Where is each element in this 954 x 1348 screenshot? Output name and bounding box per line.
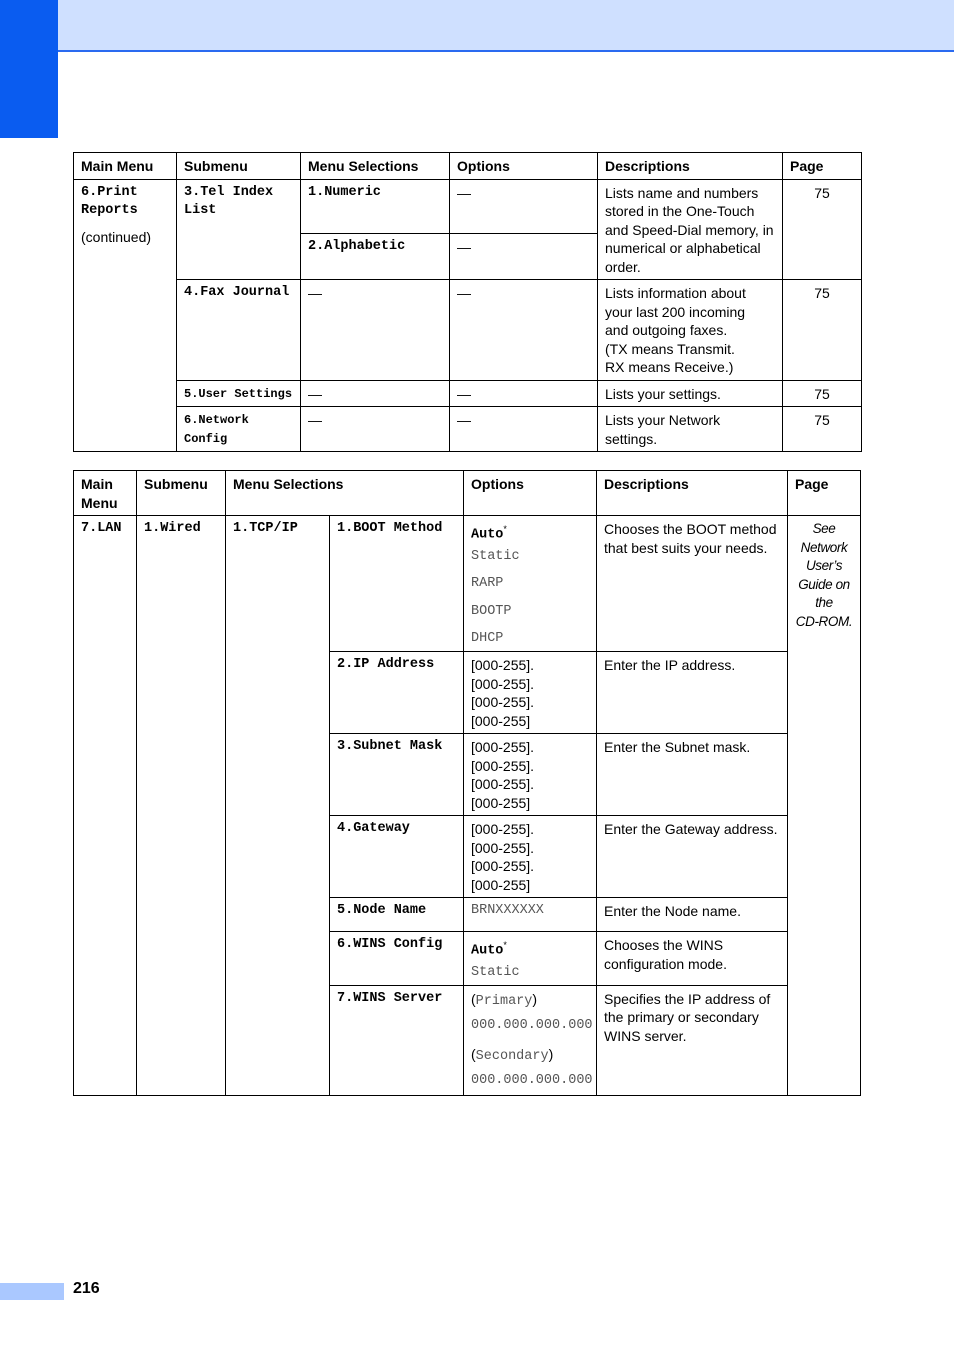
option-default: Auto (471, 943, 504, 959)
description-tel-index: Lists name and numbers stored in the One-Touch and Speed-Dial memory, in numerical or alphabetical order. (598, 179, 783, 280)
desc-line: your last 200 incoming (605, 303, 746, 320)
col-header-menu-selections: Menu Selections (301, 153, 450, 180)
option-node-name: BRNXXXXXX (464, 898, 597, 932)
description-boot-method: Chooses the BOOT method that best suits your needs. (597, 516, 788, 652)
page-ref-line: See (812, 521, 836, 536)
description-subnet-mask: Enter the Subnet mask. (597, 734, 788, 816)
col-header-main-menu: Main Menu (74, 471, 137, 516)
options-gateway (464, 816, 597, 898)
description-wins-config: Chooses the WINS configuration mode. (597, 932, 788, 986)
col-header-page: Page (788, 471, 861, 516)
option-user-settings: — (450, 380, 598, 407)
page-tel-index: 75 (783, 179, 862, 280)
page-ref-line: CD-ROM. (795, 613, 853, 629)
page-fax-journal: 75 (783, 280, 862, 381)
option-default: Auto (471, 527, 504, 543)
selection-ip-address: 2.IP Address (330, 652, 464, 734)
header-band (0, 0, 954, 52)
submenu-user-settings: 5.User Settings (177, 380, 301, 407)
option-range: [000-255] (471, 712, 531, 729)
option-range: [000-255]. (471, 675, 535, 692)
option-fax-journal: — (450, 280, 598, 381)
desc-line: (TX means Transmit. (605, 340, 735, 357)
option-range: [000-255]. (471, 657, 535, 673)
option-range: [000-255]. (471, 694, 535, 710)
option-primary: Primary (475, 993, 533, 1009)
col-header-options: Options (450, 153, 598, 180)
option-range: [000-255] (471, 794, 531, 811)
option-range: [000-255]. (471, 776, 535, 792)
col-header-menu-selections: Menu Selections (226, 471, 464, 516)
option-secondary-address: 000.000.000.000 (471, 1073, 593, 1088)
selection-wins-server: 7.WINS Server (330, 985, 464, 1095)
page-ref-line: Network (800, 539, 848, 555)
option-range: [000-255]. (471, 839, 535, 856)
option-range: [000-255]. (471, 858, 535, 874)
description-ip-address: Enter the IP address. (597, 652, 788, 734)
continued-note: (continued) (81, 228, 152, 245)
option-dhcp: DHCP (471, 631, 504, 646)
footer-band (0, 1283, 64, 1300)
col-header-submenu: Submenu (137, 471, 226, 516)
description-node-name: Enter the Node name. (597, 898, 788, 932)
print-reports-table (73, 152, 862, 452)
selection-wins-config: 6.WINS Config (330, 932, 464, 986)
selection-fax-journal: — (301, 280, 450, 381)
col-header-descriptions: Descriptions (597, 471, 788, 516)
submenu-fax-journal: 4.Fax Journal (177, 280, 301, 381)
options-wins-server: (Primary) 000.000.000.000 (Secondary) 000.000.000.000 (464, 985, 597, 1095)
col-header-submenu: Submenu (177, 153, 301, 180)
description-fax-journal (598, 280, 783, 381)
option-secondary: Secondary (475, 1048, 549, 1064)
selection-boot-method: 1.BOOT Method (330, 516, 464, 652)
option-primary-address: 000.000.000.000 (471, 1018, 593, 1033)
page-ref-line: User’s (805, 558, 843, 573)
desc-line: RX means Receive.) (605, 359, 734, 375)
options-subnet-mask (464, 734, 597, 816)
options-wins-config: Auto* Static (464, 932, 597, 986)
submenu-wired: 1.Wired (137, 516, 226, 1096)
col-header-options: Options (464, 471, 597, 516)
options-boot-method: Auto* Static RARP BOOTP DHCP (464, 516, 597, 652)
submenu-tel-index: 3.Tel Index List (177, 179, 301, 280)
page-network-config: 75 (783, 407, 862, 452)
option-bootp: BOOTP (471, 603, 512, 619)
page-ref-line: Guide on (798, 576, 850, 592)
option-static: Static (471, 548, 520, 564)
option-network-config: — (450, 407, 598, 452)
description-network-config: Lists your Network settings. (598, 407, 783, 452)
option-range: [000-255]. (471, 739, 535, 755)
chapter-tab (0, 0, 58, 138)
description-user-settings: Lists your settings. (598, 380, 783, 407)
description-gateway: Enter the Gateway address. (597, 816, 788, 898)
option-range: [000-255] (471, 876, 531, 893)
option-alphabetic: — (450, 233, 598, 279)
desc-line: Lists information about (605, 285, 746, 301)
option-numeric: — (450, 179, 598, 233)
option-rarp: RARP (471, 576, 504, 591)
selection-tcp-ip: 1.TCP/IP (226, 516, 330, 1096)
selection-gateway: 4.Gateway (330, 816, 464, 898)
selection-alphabetic: 2.Alphabetic (301, 233, 450, 279)
page-ref-line: the (815, 595, 833, 610)
col-header-descriptions: Descriptions (598, 153, 783, 180)
selection-numeric: 1.Numeric (301, 179, 450, 233)
page-number: 216 (73, 1280, 100, 1297)
main-menu-label: 6.Print Reports (81, 184, 138, 218)
lan-table (73, 470, 861, 1096)
main-menu-cell (74, 179, 177, 452)
col-header-page: Page (783, 153, 862, 180)
selection-subnet-mask: 3.Subnet Mask (330, 734, 464, 816)
main-menu-lan: 7.LAN (74, 516, 137, 1096)
option-range: [000-255]. (471, 757, 535, 774)
description-wins-server: Specifies the IP address of the primary or secondary WINS server. (597, 985, 788, 1095)
selection-user-settings: — (301, 380, 450, 407)
page-reference (788, 516, 861, 1096)
page-user-settings: 75 (783, 380, 862, 407)
submenu-network-config: 6.Network Config (177, 407, 301, 452)
col-header-main-menu: Main Menu (74, 153, 177, 180)
option-static: Static (471, 964, 520, 980)
selection-network-config: — (301, 407, 450, 452)
options-ip-address (464, 652, 597, 734)
selection-node-name: 5.Node Name (330, 898, 464, 932)
desc-line: and outgoing faxes. (605, 322, 728, 338)
option-range: [000-255]. (471, 821, 535, 837)
